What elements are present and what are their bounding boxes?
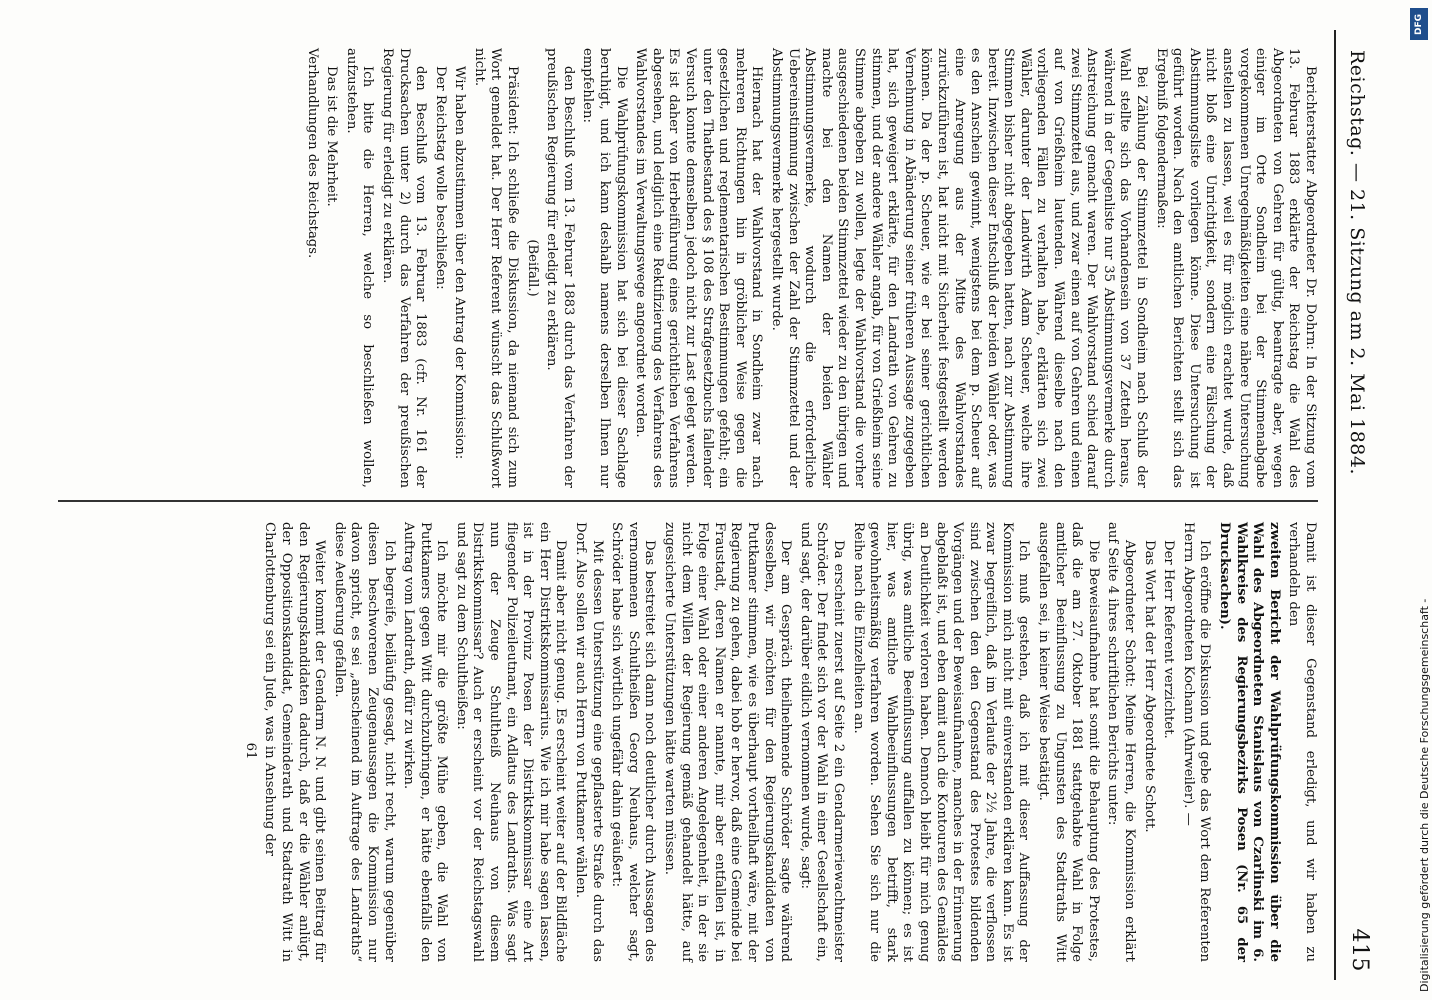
paragraph: Da erscheint zuerst auf Seite 2 ein Gendarmeriewachtmeister Schröder. Der findet sich vor der Wahl in einer Gesellschaft ein, und sagt, der darüber eidlich vernommen wurde, sagt: <box>797 522 846 962</box>
paragraph: Der Herr Referent verzichtet. <box>1161 540 1177 739</box>
paragraph: Ich bitte die Herren, welche so beschließen wollen, aufzustehen. <box>343 48 376 488</box>
sheet-number: 61 <box>242 742 258 760</box>
paragraph: Mit dessen Unterstützung eine gepflasterte Straße durch das Dorf. Also sollen wir auch Herrn von Puttkamer wählen. <box>573 522 605 962</box>
paragraph: den Beschluß vom 13. Februar 1883 (cfr. Nr. 161 der Drucksachen unter 2) durch das Verfahren der preußischen Regierung für erledigt zu erklären. <box>379 48 429 488</box>
paragraph: Berichterstatter Abgeordneter Dr. Dohrn: In der Sitzung vom 13. Februar 1883 erklärte der Reichstag die Wahl des Abgeordneten von Gehren für gültig, beantragte aber, wegen einiger im Orte Sondheim bei der Stimmenabgabe vorgekommenen Unregelmäßigkeiten eine nähere Untersuchung anstellen zu lassen, weil es für möglich erachtet wurde, daß nicht bloß eine Unrichtigkeit, sondern eine Fälschung der Abstimmungsliste vorliegen könne. Diese Untersuchung ist geführt worden. Nach den amtlichen Berichten stellt sich das Ergebniß folgendermaßen: <box>1153 48 1318 488</box>
digitization-stamp: Digitalisierung gefördert durch die Deutsche Forschungsgemeinschaft - <box>1418 598 1431 992</box>
paragraph: Präsident: Ich schließe die Diskussion, da niemand sich zum Wort gemeldet hat. Der Herr Referent wünscht das Schlußwort nicht. <box>471 48 521 488</box>
rotated-page-content <box>50 30 1380 980</box>
paragraph: Damit ist dieser Gegenstand erledigt, und wir haben zu verhandeln den <box>1286 522 1318 962</box>
paragraph: Abgeordneter Schott: Meine Herren, die Kommission erklärt auf Seite 4 ihres schriftlichen Berichts unter: <box>1105 522 1138 962</box>
dfg-logo: DFG <box>1410 8 1428 40</box>
paragraph: Der Reichstag wolle beschließen: <box>432 66 448 290</box>
page-header <box>1334 30 1380 980</box>
paragraph: Bei Zählung der Stimmzettel in Sondheim nach Schluß der Wahl stellte sich das Vorhandensein von 37 Zetteln heraus, während in der Gegenliste nur 35 Abstimmungsvermerke durch Anstreichung gemacht waren. Der Wahlvorstand schied darauf zwei Stimmzettel aus, und zwar einen auf von Gehren und einen auf von Grießheim lautenden. Während dieselbe nach den vorliegenden Fällen zu verhalten habe, erklärten sich zwei Wähler, darunter der Landwirth Adam Scheuer, welche ihre Stimmen bisher nicht abgegeben hatten, nach zur Abstimmung bereit. Inzwischen dieser Entschluß der beiden Wähler oder, was es den Anschein gewinnt, wenigstens bei dem p. Scheuer auf eine Anregung aus der Mitte des Wahlvorstandes zurückzuführen ist, hat nicht mit Sicherheit festgestellt werden können. Da der p. Scheuer, wie er bei seiner gerichtlichen Vernehmung in Abänderung seiner früheren Aussage zugegeben hat, sich geweigert erklärte, für den Landrath von Gehren zu stimmen, und der andere Wähler angab, für von Grießheim seine Stimme abgeben zu wollen, legte der Wahlvorstand die vorher ausgeschiedenen beiden Stimmzettel wieder zu den übrigen und machte bei den Namen der beiden Wähler Abstimmungsvermerke, wodurch die erforderliche Uebereinstimmung zwischen der Zahl der Stimmzettel und der Abstimmungsvermerke hergestellt wurde. <box>769 48 1150 488</box>
paragraph: Das ist die Mehrheit. <box>324 66 340 207</box>
paragraph: Wir haben abzustimmen über den Antrag der Kommission: <box>452 66 468 460</box>
paragraph: Die Beweisaufnahme hat somit die Behauptung des Protestes, daß die am 27. Oktober 1881 stattgehabte Wahl in Folge amtlicher Beeinflussung zu Ungunsten des Stadtraths Witt ausgefallen sei, in keiner Weise bestätigt. <box>1036 522 1101 962</box>
paragraph: Das Wort hat der Herr Abgeordnete Schott. <box>1141 540 1157 833</box>
left-column <box>300 48 1318 488</box>
page-number: 415 <box>1347 928 1372 972</box>
paragraph: Ich möchte mir die größte Mühe geben, die Wahl von Puttkamers gegen Witt durchzubringen, er hätte ebenfalls den Auftrag vom Landrath, dafür zu wirken. <box>401 522 450 962</box>
column-rule <box>58 500 1318 502</box>
paragraph: Ich eröffne die Diskussion und gebe das Wort dem Referenten Herrn Abgeordneten Kochann (Ahrweiler). — <box>1180 522 1213 962</box>
paragraph: Das bestreitet sich dann noch deutlicher durch Aussagen des vernommenen Schultheißen Georg Neuhaus, welcher sagt, Schröder habe sich wörtlich ungefähr dahin geäußert: <box>609 522 658 962</box>
agenda-item: zweiten Bericht der Wahlprüfungskommission über die Wahl des Abgeordneten Stanislaus von Czarlinski im 6. Wahlkreise des Regierungsbezirks Posen (Nr. 65 der Drucksachen). <box>1217 522 1282 962</box>
applause-note: (Beifall.) <box>524 239 540 297</box>
footer-source: Verhandlungen des Reichstags. <box>304 48 320 259</box>
running-title: Reichstag. — 21. Sitzung am 2. Mai 1884. <box>1346 50 1368 476</box>
paragraph: den Beschluß vom 13. Februar 1883 durch das Verfahren der preußischen Regierung für erledigt zu erklären. <box>544 48 576 488</box>
paragraph: Damit aber nicht genug. Es erscheint weiter auf der Bildfläche ein Herr Distriktskommissarius. Wie ich mir habe sagen lassen, ist in der Provinz Posen der Distriktskommissar eine Art fliegender Polizeileutnant, ein Adlatus des Landraths. Was sagt nun der Zeuge Schultheiß Neuhaus von diesem Distriktskommissar? Auch er erscheint vor der Reichstagswahl und sagt zu dem Schultheißen: <box>453 522 569 962</box>
paragraph: Weiter kommt der Gendarm N. N. und gibt seinen Beitrag für den Regierungskandidaten dadurch, daß er die Wähler anlügt, der Oppositionskandidat, Gemeinderath und Stadtrath Witt in Charlottenburg sei ein Jude, was in Ansehung der <box>262 522 328 962</box>
paragraph: Hiernach hat der Wahlvorstand in Sondheim zwar nach mehreren Richtungen hin in gröblicher Weise gegen die gesetzlichen und reglementarischen Bestimmungen gefehlt; ein unter den Thatbestand des § 108 des Strafgesetzbuchs fallender Versuch konnte demselben jedoch nicht zur Last gelegt werden. Es ist daher von Herbeiführung eines gerichtlichen Verfahrens abgesehen, und lediglich eine Rektifizierung des Verfahrens des Wahlvorstandes im Verwaltungswege angeordnet worden. <box>633 48 765 488</box>
paragraph: Die Wahlprüfungskommission hat sich bei dieser Sachlage beruhigt, und ich kann deshalb namens derselben Ihnen nur empfehlen: <box>580 48 629 488</box>
paragraph: Ich muß gestehen, daß ich mit dieser Auffassung der Kommission mich nicht mit einverstanden erklären kann. Es ist zwar begreiflich, daß im Verlaufe der 2½ Jahre, die verflossen sind zwischen den den Gegenstand des Protestes bildenden Vorgängen und der Beweisaufnahme, manches in der Erinnerung abgeblaßt ist, und eben damit auch die Kontouren des Gemäldes an Deutlichkeit verloren haben. Dennoch bleibt für mich genug übrig, was amtliche Beeinflussung auffallen zu können; es ist hier, was amtliche Wahlbeeinflussungen betrifft, stark gewohnheitsmäßig verfahren worden. Sehen Sie sich nur die Reihe nach die Einzelheiten an. <box>850 522 1032 962</box>
right-column <box>238 522 1318 962</box>
paragraph: Ich begreife, beiläufig gesagt, nicht recht, warum gegenüber diesen beschworenen Zeugenaussagen die Kommission nur davon spricht, es sei „anscheinend im Auftrage des Landraths“ diese Aeußerung gefallen. <box>331 522 397 962</box>
paragraph: Der am Gespräch theilnehmende Schröder sagte während desselben, wir möchten für den Regierungskandidaten von Puttkamer stimmen, wie es überhaupt vortheilhaft wäre, mit der Regierung zu gehen, dabei hob er hervor, daß eine Gemeinde bei Fraustadt, deren Namen er nannte, mir aber entfallen ist, in Folge einer Wahl oder einer anderen Angelegenheit, in der sie nicht dem Willen der Regierung gemäß gehandelt hätte, auf zugesicherte Unterstützungen hätte warten müssen. <box>662 522 794 962</box>
